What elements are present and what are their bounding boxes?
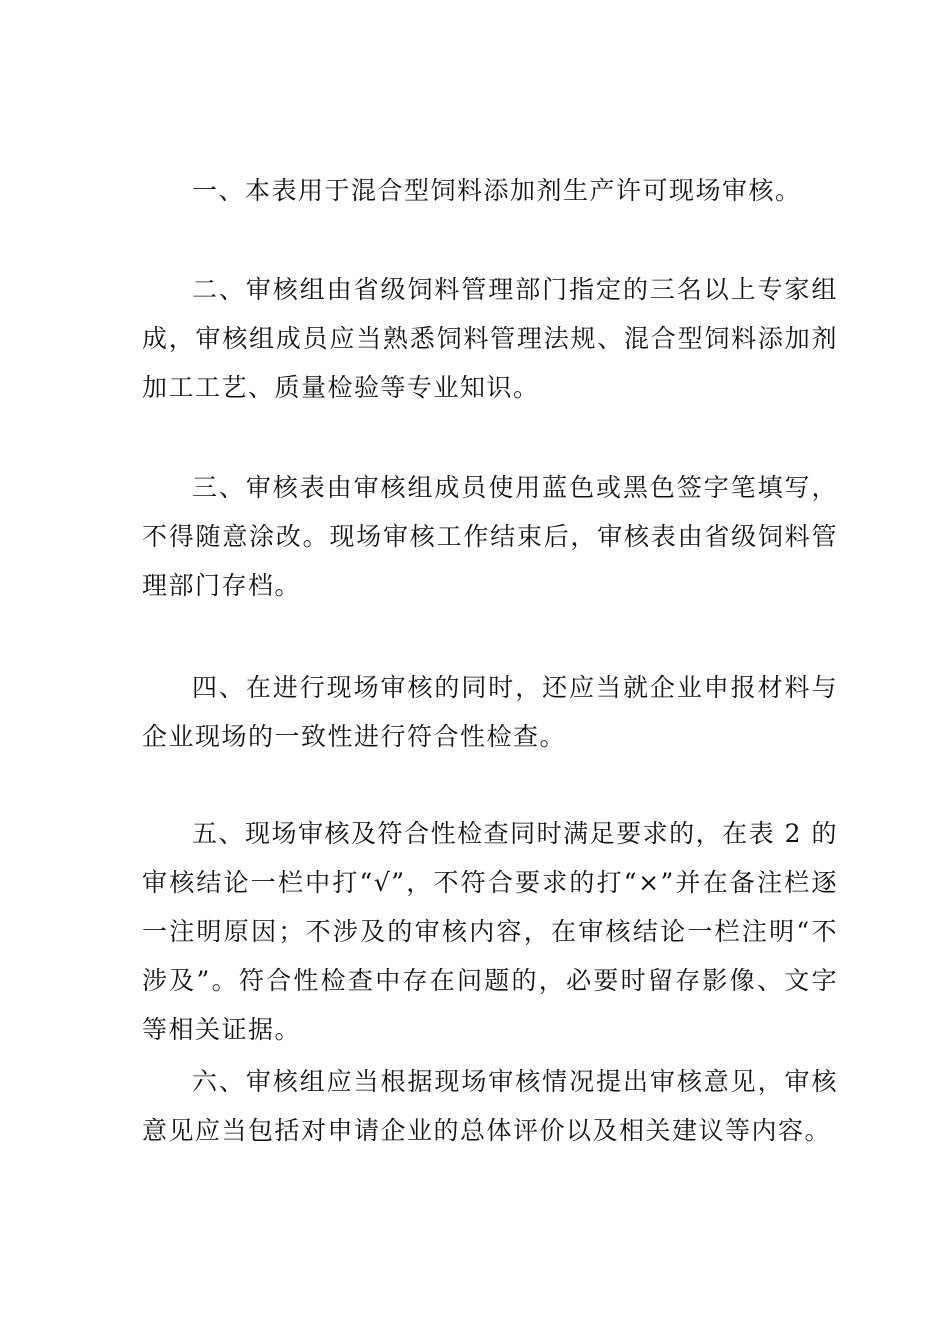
paragraph-2: 二、审核组由省级饲料管理部门指定的三名以上专家组成，审核组成员应当熟悉饲料管理法规、混合型饲料添加剂加工工艺、质量检验等专业知识。 [142,275,838,402]
paragraph-1: 一、本表用于混合型饲料添加剂生产许可现场审核。 [192,176,802,205]
paragraph-3: 三、审核表由审核组成员使用蓝色或黑色签字笔填写，不得随意涂改。现场审核工作结束后，审核表由省级饲料管理部门存档。 [142,473,838,600]
paragraph-5: 五、现场审核及符合性检查同时满足要求的，在表 2 的审核结论一栏中打“√”，不符合要求的打“×”并在备注栏逐一注明原因；不涉及的审核内容，在审核结论一栏注明“不涉及”。符合性检查中存在问题的，必要时留存影像、文字等相关证据。 [142,819,838,1044]
paragraph-4: 四、在进行现场审核的同时，还应当就企业申报材料与企业现场的一致性进行符合性检查。 [142,673,838,751]
paragraph-6: 六、审核组应当根据现场审核情况提出审核意见，审核意见应当包括对申请企业的总体评价以及相关建议等内容。 [142,1067,838,1145]
